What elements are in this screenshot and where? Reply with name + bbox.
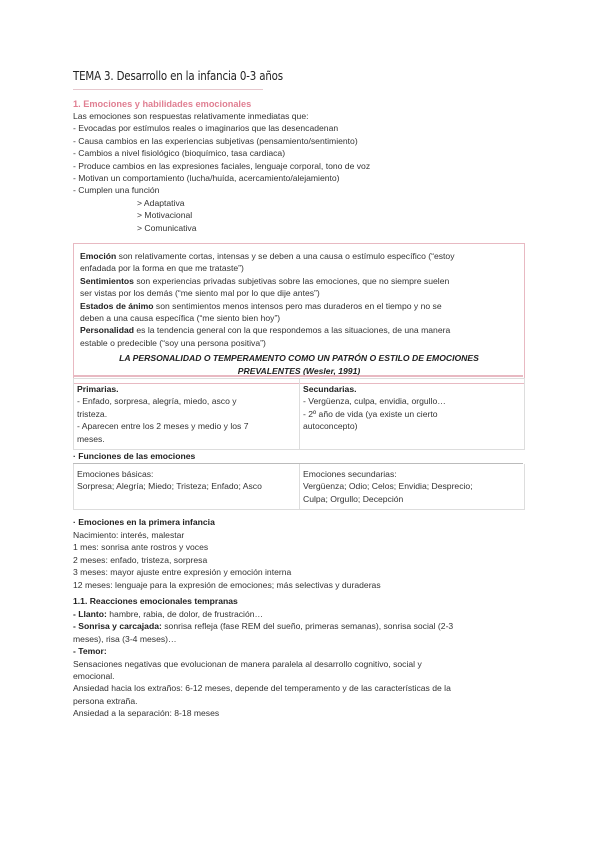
term-sentimientos: Sentimientos xyxy=(80,275,134,286)
primary-secondary-table xyxy=(73,378,525,450)
cell-text: meses. xyxy=(77,433,105,444)
quote-line: LA PERSONALIDAD O TEMPERAMENTO COMO UN PATRÓN O ESTILO DE EMOCIONES xyxy=(119,353,479,364)
list-item: - Evocadas por estímulos reales o imaginarios que las desencadenan xyxy=(73,123,339,134)
cell-title: Emociones secundarias: xyxy=(303,469,397,479)
list-text: hambre, rabia, de dolor, de frustración… xyxy=(106,609,264,619)
early-reactions-heading: 1.1. Reacciones emocionales tempranas xyxy=(73,596,238,606)
quote-line: PREVALENTES (Wesler, 1991) xyxy=(237,365,361,376)
definitions-box xyxy=(73,243,525,384)
cell-text: autoconcepto) xyxy=(303,421,358,432)
list-item: - Motivan un comportamiento (lucha/huída, acercamiento/alejamiento) xyxy=(73,173,340,184)
sub-list-item: > Motivacional xyxy=(137,210,193,221)
secondary-cell xyxy=(300,379,524,449)
definition-text: son relativamente cortas, intensas y se deben a una causa o estímulo específico (“estoy xyxy=(116,251,455,261)
term-personalidad: Personalidad xyxy=(80,325,134,336)
list-item: 3 meses: mayor ajuste entre expresión y emoción interna xyxy=(73,567,292,578)
list-text: Ansiedad hacia los extraños: 6-12 meses, depende del temperamento y de las características de la xyxy=(73,683,451,694)
term-estados-de-animo: Estados de ánimo xyxy=(80,300,154,311)
list-text: Sensaciones negativas que evolucionan de manera paralela al desarrollo cognitivo, social y xyxy=(73,658,422,669)
list-item: - Cumplen una función xyxy=(73,185,160,196)
infancy-list xyxy=(73,529,529,591)
basic-emotions-cell xyxy=(74,464,300,509)
functions-heading: · Funciones de las emociones xyxy=(73,451,196,461)
definition-text: deben a una causa específica (“me siento bien hoy”) xyxy=(80,313,281,324)
cell-text: Vergüenza; Odio; Celos; Envidia; Desprecio; xyxy=(303,481,473,492)
cell-text: - Enfado, sorpresa, alegría, miedo, asco y xyxy=(77,396,237,407)
term-emocion: Emoción xyxy=(80,251,117,261)
cell-text: Sorpresa; Alegría; Miedo; Tristeza; Enfado; Asco xyxy=(77,481,262,492)
functions-table xyxy=(73,464,525,510)
page-title: TEMA 3. Desarrollo en la infancia 0-3 años xyxy=(73,68,283,83)
cell-text: Culpa; Orgullo; Decepción xyxy=(303,493,404,504)
cell-text: tristeza. xyxy=(77,408,108,419)
list-item: 2 meses: enfado, tristeza, sorpresa xyxy=(73,554,208,565)
list-item: Nacimiento: interés, malestar xyxy=(73,530,185,540)
list-item: 12 meses: lenguaje para la expresión de emociones; más selectivas y duraderas xyxy=(73,579,381,590)
list-text: meses), risa (3-4 meses)… xyxy=(73,633,177,644)
sub-list-item: > Adaptativa xyxy=(137,197,185,208)
list-text: Ansiedad a la separación: 8-18 meses xyxy=(73,708,220,719)
sub-list-item: > Comunicativa xyxy=(137,222,197,233)
definition-text: ser vistas por los demás (“me siento mal por lo que dije antes”) xyxy=(80,288,320,299)
section-divider xyxy=(73,375,523,377)
cell-text: - Vergüenza, culpa, envidia, orgullo… xyxy=(303,396,446,407)
secondary-emotions-cell xyxy=(300,464,524,509)
list-item: - Produce cambios en las expresiones faciales, lenguaje corporal, tono de voz xyxy=(73,160,371,171)
definition-text: estable o predecible (“soy una persona positiva”) xyxy=(80,337,266,348)
infancy-heading: · Emociones en la primera infancia xyxy=(73,517,215,527)
cell-text: - 2º año de vida (ya existe un cierto xyxy=(303,408,438,419)
title-underline xyxy=(73,89,263,90)
list-item: - Cambios a nivel fisiológico (bioquímico, tasa cardiaca) xyxy=(73,148,286,159)
definition-text: son experiencias privadas subjetivas sobre las emociones, que no siempre suelen xyxy=(133,275,450,286)
list-text: emocional. xyxy=(73,671,115,682)
term-sonrisa: - Sonrisa y carcajada: xyxy=(73,621,162,632)
cell-title: Emociones básicas: xyxy=(77,469,154,479)
list-item: - Causa cambios en las experiencias subjetivas (pensamiento/sentimiento) xyxy=(73,135,358,146)
definition-text: son sentimientos menos intensos pero mas duraderos en el tiempo y no se xyxy=(153,300,442,311)
secondary-title: Secundarias. xyxy=(303,384,357,394)
list-item: 1 mes: sonrisa ante rostros y voces xyxy=(73,542,209,553)
definition-text: enfadada por la forma en que me trataste”) xyxy=(80,263,244,274)
primary-cell xyxy=(74,379,300,449)
term-llanto: - Llanto: xyxy=(73,609,107,619)
section-heading: 1. Emociones y habilidades emocionales xyxy=(73,99,252,109)
cell-text: - Aparecen entre los 2 meses y medio y los 7 xyxy=(77,421,249,432)
intro-text: Las emociones son respuestas relativamente inmediatas que: xyxy=(73,111,309,121)
primary-title: Primarias. xyxy=(77,384,119,394)
term-temor: - Temor: xyxy=(73,646,107,657)
early-reactions-block xyxy=(73,608,529,720)
definition-text: es la tendencia general con la que respondemos a las situaciones, de una manera xyxy=(133,325,451,336)
section-intro-block xyxy=(73,110,529,234)
list-text: persona extraña. xyxy=(73,695,138,706)
list-text: sonrisa refleja (fase REM del sueño, primeras semanas), sonrisa social (2-3 xyxy=(161,621,454,632)
